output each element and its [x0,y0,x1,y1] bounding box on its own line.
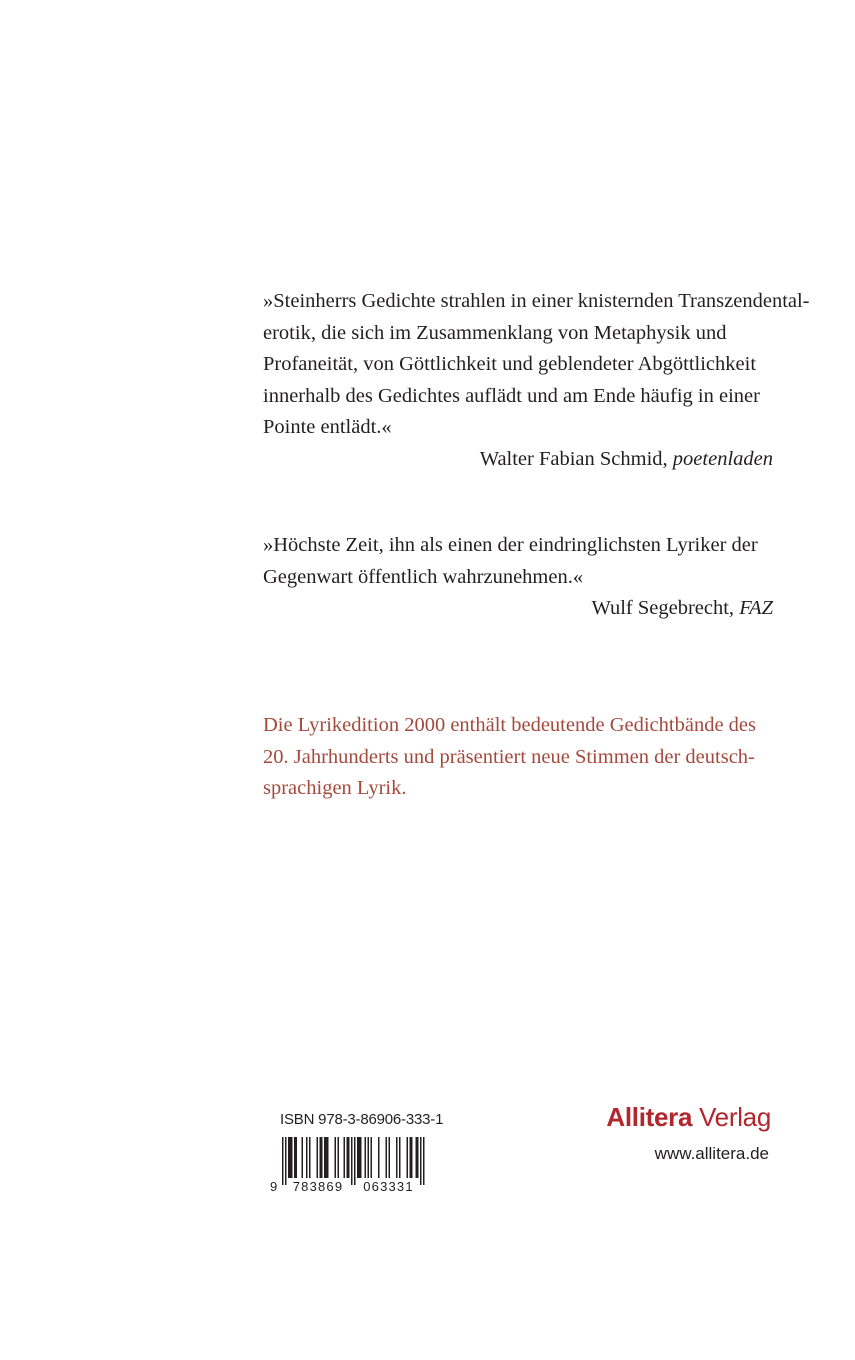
barcode-bar [320,1137,322,1178]
barcode-bar [288,1137,290,1178]
barcode-bar [407,1137,409,1178]
quote-line: »Höchste Zeit, ihn als einen der eindringlichsten Lyriker der [263,534,758,556]
barcode-bar [420,1137,422,1185]
publisher-logo [606,1102,771,1133]
promo-line: Die Lyrikedition 2000 enthält bedeutende Gedichtbände des [263,714,756,736]
quote-line: innerhalb des Gedichtes auflädt und am Ende häufig in einer [263,384,760,407]
barcode-bar [351,1137,353,1185]
barcode-bar [359,1137,361,1178]
attribution-author: Wulf Segebrecht, [591,597,735,619]
promo-line: 20. Jahrhunderts und präsentiert neue Stimmen der deutsch- [263,745,755,768]
barcode-bar [354,1137,356,1185]
barcode-digit-group: 783869 [292,1179,344,1193]
barcode-bar [282,1137,284,1185]
barcode-bar [291,1137,293,1178]
quote-line: Pointe entlädt.« [263,416,392,438]
barcode-bar [285,1137,287,1185]
barcode-bar [368,1137,370,1178]
barcode-bar [306,1137,308,1178]
barcode-bar [399,1137,401,1178]
isbn-label: ISBN 978-3-86906-333-1 [280,1111,444,1128]
attribution-source: FAZ [739,597,773,619]
barcode-bar [360,1137,362,1178]
quote-attribution [263,444,773,476]
barcode-bar [416,1137,418,1178]
publisher-website: www.allitera.de [654,1144,769,1163]
barcode-bar [294,1137,296,1178]
barcode-bar [357,1137,359,1178]
barcode-bar [324,1137,326,1178]
barcode-bar [417,1137,419,1178]
quote-line: »Steinherrs Gedichte strahlen in einer knisternden Transzendental- [263,290,810,312]
barcode-bar [371,1137,373,1178]
barcode-bar [365,1137,367,1178]
series-description [263,710,783,805]
promo-line: sprachigen Lyrik. [263,777,407,799]
barcode-bar [302,1137,304,1178]
quote-attribution [263,593,773,625]
publisher-suffix: Verlag [692,1102,771,1132]
quote-line: Gegenwart öffentlich wahrzunehmen.« [263,565,584,588]
barcode-bar [338,1137,340,1178]
barcode-digits [270,1179,414,1193]
barcode-bar [335,1137,337,1178]
barcode-bar [327,1137,329,1178]
barcode-bar [386,1137,388,1178]
barcode-digit-group: 9 [270,1179,279,1193]
quote-line: Profaneität, von Göttlichkeit und geblendeter Abgöttlichkeit [263,353,757,375]
attribution-source: poetenladen [672,447,773,470]
attribution-author: Walter Fabian Schmid, [479,447,668,470]
barcode-bar [309,1137,311,1178]
barcode-bar [344,1137,346,1178]
barcode-bar [348,1137,350,1178]
barcode-bar [296,1137,298,1178]
barcode-bar [396,1137,398,1178]
barcode [268,1137,434,1193]
barcode-bar [290,1137,292,1178]
barcode-bar [411,1137,413,1178]
quote-steinherr [263,286,810,475]
barcode-bars [282,1137,425,1185]
barcode-bar [378,1137,380,1178]
publisher-brand: Allitera [606,1102,693,1132]
quote-line: erotik, die sich im Zusammenklang von Metaphysik und [263,321,727,344]
barcode-bar [317,1137,319,1178]
barcode-bar [389,1137,391,1178]
barcode-bar [410,1137,412,1178]
barcode-bar [326,1137,328,1178]
barcode-bar [321,1137,323,1178]
barcode-digit-group: 063331 [363,1179,414,1193]
barcode-bar [423,1137,425,1185]
barcode-bar [347,1137,349,1178]
quote-faz [263,530,773,625]
